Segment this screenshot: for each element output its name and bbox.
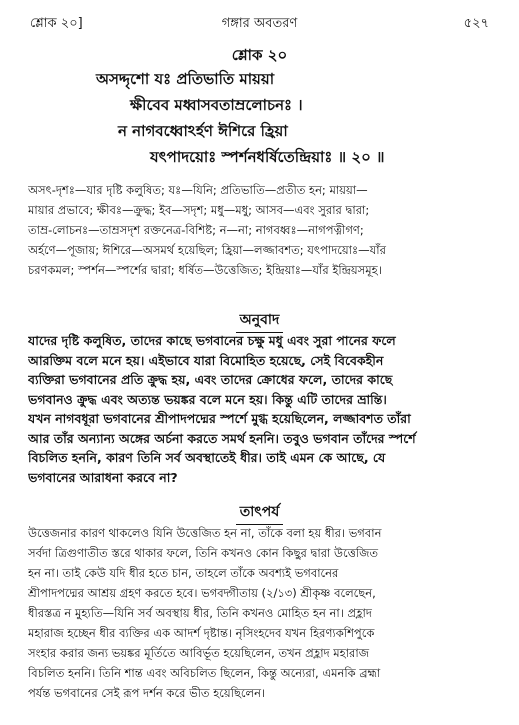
verse-heading: শ্লোক ২০ xyxy=(231,46,288,64)
purport-line: শ্রীপাদপদ্মের আশ্রয় গ্রহণ করতে হবে। ভগবদ্গীতায় (২/১৩) শ্রীকৃষ্ণ বলেছেন, xyxy=(28,586,376,600)
purport-title-text: তাৎপর্য xyxy=(236,500,284,525)
synonyms-line: তাম্র-লোচনঃ—তাম্রসদৃশ রক্তনেত্র-বিশিষ্ট; ন—না; নাগবধ্বঃ—নাগপত্নীগণ; xyxy=(28,223,364,237)
translation-title xyxy=(0,308,519,333)
header-page-number: ৫২৭ xyxy=(463,16,489,31)
purport-line: উত্তেজনার কারণ থাকলেও যিনি উত্তেজিত হন না, তাঁকে বলা হয় ধীর। ভগবান xyxy=(28,526,382,540)
translation-line: আর তাঁর অন্যান্য অঙ্গের অর্চনা করতে সমর্থ হননি। তবুও ভগবান তাঁদের স্পর্শে xyxy=(28,430,416,446)
verse-line: ন নাগবধ্বোঽর্হণ ঈশিরে হ্রিয়া xyxy=(118,122,288,140)
translation-line: ভগবানও ক্রুদ্ধ এবং অত্যন্ত ভয়ঙ্কর বলে মনে হয়। কিন্তু এটি তাদের ভ্রান্তি। xyxy=(28,391,387,407)
purport-line: পর্যন্ত ভগবানের সেই রূপ দর্শন করে ভীত হয়েছিলেন। xyxy=(28,686,266,700)
translation-line: ব্যক্তিরা ভগবানের প্রতি ক্রুদ্ধ হয়, এবং তাদের ক্রোধের ফলে, তাদের কাছে xyxy=(28,372,393,387)
translation-line: বিচলিত হননি, কারণ তিনি সর্ব অবস্থাতেই ধীর। তাই এমন কে আছে, যে xyxy=(28,450,386,465)
purport-line: মহারাজ হচ্ছেন ধীর ব্যক্তির এক আদর্শ দৃষ্টান্ত। নৃসিংহদেব যখন হিরণ্যকশিপুকে xyxy=(28,626,375,640)
header-verse-ref: শ্লোক ২০] xyxy=(30,16,83,31)
purport-line: সর্বদা ত্রিগুণাতীত স্তরে থাকার ফলে, তিনি কখনও কোন কিছুর দ্বারা উত্তেজিত xyxy=(28,546,379,560)
synonyms-block xyxy=(28,180,490,280)
purport-title xyxy=(0,500,519,525)
verse-line: যৎপাদয়োঃ স্পর্শনধর্ষিতেন্দ্রিয়াঃ ॥ ২০ ॥ xyxy=(150,148,385,166)
translation-line: যাদের দৃষ্টি কলুষিত, তাদের কাছে ভগবানের চক্ষু মধু এবং সুরা পানের ফলে xyxy=(28,333,396,348)
verse-line: অসদ্দৃশো যঃ প্রতিভাতি মায়য়া xyxy=(96,70,275,88)
purport-line: ধীরস্তত্র ন মুহ্যতি—যিনি সর্ব অবস্থায় ধীর, তিনি কখনও মোহিত হন না। প্রহ্লাদ xyxy=(28,606,372,620)
synonyms-line: চরণকমল; স্পর্শন—স্পর্শের দ্বারা; ধর্ষিত—উত্তেজিত; ইন্দ্রিয়াঃ—যাঁর ইন্দ্রিয়সমূহ। xyxy=(28,263,382,277)
translation-title-text: অনুবাদ xyxy=(236,308,284,333)
synonyms-line: অসৎ-দৃশঃ—যার দৃষ্টি কলুষিত; যঃ—যিনি; প্রতিভাতি—প্রতীত হন; মায়য়া— xyxy=(28,183,368,197)
translation-block xyxy=(28,331,490,487)
purport-block xyxy=(28,523,490,703)
header-chapter-title: গঙ্গার অবতরণ xyxy=(221,16,298,31)
synonyms-line: অর্হণে—পূজায়; ঈশিরে—অসমর্থ হয়েছিল; হ্রিয়া—লজ্জাবশত; যৎপাদয়োঃ—যাঁর xyxy=(28,243,386,257)
purport-line: হন না। তাই কেউ যদি ধীর হতে চান, তাহলে তাঁকে অবশ্যই ভগবানের xyxy=(28,566,339,580)
purport-line: সংহার করার জন্য ভয়ঙ্কর মূর্তিতে আবির্ভূত হয়েছিলেন, তখন প্রহ্লাদ মহারাজ xyxy=(28,646,369,660)
purport-line: বিচলিত হননি। তিনি শান্ত এবং অবিচলিত ছিলেন, কিন্তু অন্যেরা, এমনকি ব্রহ্মা xyxy=(28,666,381,680)
synonyms-line: মায়ার প্রভাবে; ক্ষীবঃ—ক্রুদ্ধ; ইব—সদৃশ; মধু—মধু; আসব—এবং সুরার দ্বারা; xyxy=(28,203,370,217)
translation-line: ভগবানের আরাধনা করবে না? xyxy=(28,469,178,485)
translation-line: আরক্তিম বলে মনে হয়। এইভাবে যারা বিমোহিত হয়েছে, সেই বিবেকহীন xyxy=(28,352,384,368)
verse-line: ক্ষীবেব মধ্বাসবতাম্রলোচনঃ । xyxy=(130,96,303,114)
page-header xyxy=(30,14,489,34)
translation-line: যখন নাগবধূরা ভগবানের শ্রীপাদপদ্মের স্পর্শে মুগ্ধ হয়েছিলেন, লজ্জাবশত তাঁরা xyxy=(28,411,411,426)
